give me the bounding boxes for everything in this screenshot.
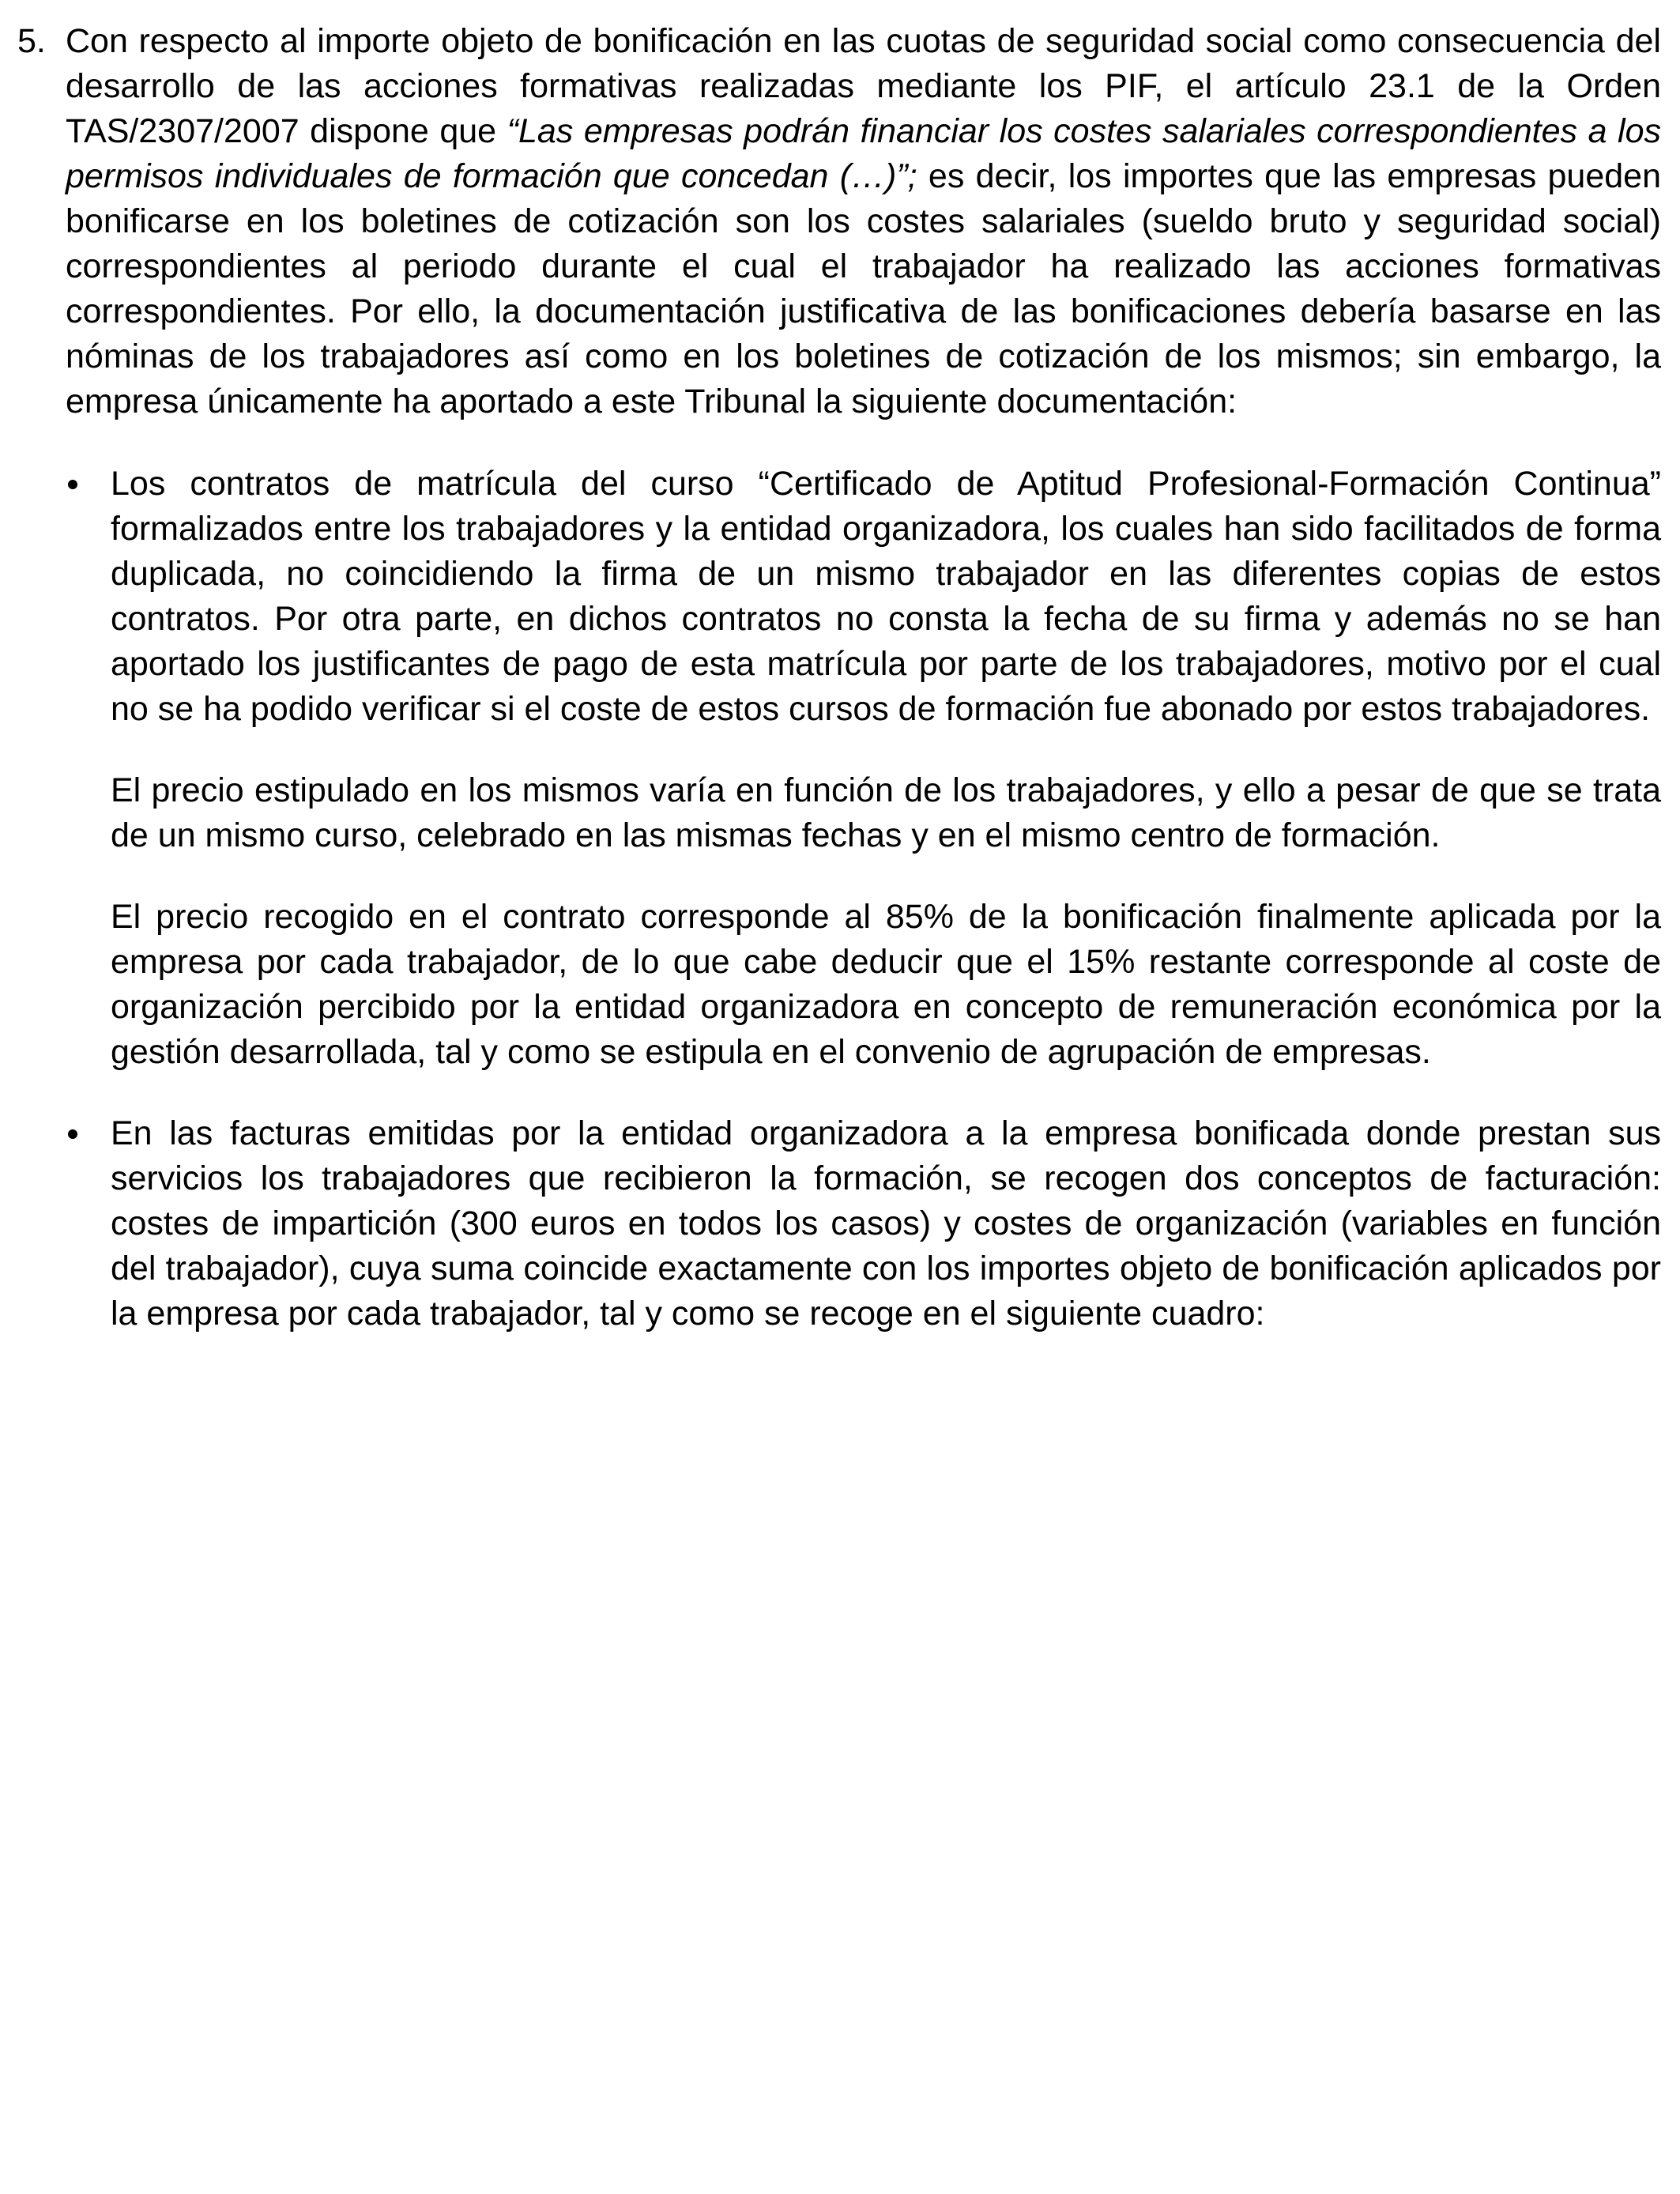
bullet-content — [111, 1111, 1661, 1336]
bullet-content — [111, 462, 1661, 1075]
bullet-item-invoices — [68, 1111, 1661, 1336]
bullet-paragraph: El precio recogido en el contrato corresponde al 85% de la bonificación finalmente aplicada por la empresa por cada trabajador, de lo que cabe deducir que el 15% restante corresponde al coste de organización percibido por la entidad organizadora en concepto de remuneración económica por la gestión desarrollada, tal y como se estipula en el convenio de agrupación de empresas. — [111, 898, 1661, 1071]
bullet-paragraph: Los contratos de matrícula del curso “Certificado de Aptitud Profesional-Formación Continua” formalizados entre los trabajadores y la entidad organizadora, los cuales han sido facilitados de forma duplicada, no coincidiendo la firma de un mismo trabajador en las diferentes copias de estos contratos. Por otra parte, en dichos contratos no consta la fecha de su firma y además no se han aportado los justificantes de pago de esta matrícula por parte de los trabajadores, motivo por el cual no se ha podido verificar si el coste de estos cursos de formación fue abonado por estos trabajadores. — [111, 465, 1661, 728]
bullet-paragraph: El precio estipulado en los mismos varía en función de los trabajadores, y ello a pesar de que se trata de un mismo curso, celebrado en las mismas fechas y en el mismo centro de formación. — [111, 771, 1661, 854]
numbered-item-5 — [17, 19, 1661, 424]
bullet-icon — [68, 480, 77, 489]
bullet-list — [68, 462, 1661, 1373]
item-5-paragraph — [66, 19, 1661, 424]
item-5-text-start: Con respecto al importe objeto de bonificación en las cuotas de seguridad social como consecuencia del desarrollo de las acciones formativas realizadas mediante los PIF, el artículo 23.1 de la Orden TAS/2307/2007 dispone que — [66, 22, 1661, 150]
item-number: 5. — [17, 22, 46, 60]
bullet-icon — [68, 1129, 77, 1139]
item-5-legal-quote: “Las empresas podrán financiar los costes salariales correspondientes a los permisos individuales de formación que concedan (…)”; — [66, 112, 1661, 195]
bullet-item-contracts — [68, 462, 1661, 1075]
bullet-paragraph: En las facturas emitidas por la entidad organizadora a la empresa bonificada donde prestan sus servicios los trabajadores que recibieron la formación, se recogen dos conceptos de facturación: costes de impartición (300 euros en todos los casos) y costes de organización (variables en función del trabajador), cuya suma coincide exactamente con los importes objeto de bonificación aplicados por la empresa por cada trabajador, tal y como se recoge en el siguiente cuadro: — [111, 1114, 1661, 1333]
item-5-text-end: es decir, los importes que las empresas pueden bonificarse en los boletines de cotización son los costes salariales (sueldo bruto y seguridad social) correspondientes al periodo durante el cual el trabajador ha realizado las acciones formativas correspondientes. Por ello, la documentación justificativa de las bonificaciones debería basarse en las nóminas de los trabajadores así como en los boletines de cotización de los mismos; sin embargo, la empresa únicamente ha aportado a este Tribunal la siguiente documentación: — [66, 157, 1661, 420]
